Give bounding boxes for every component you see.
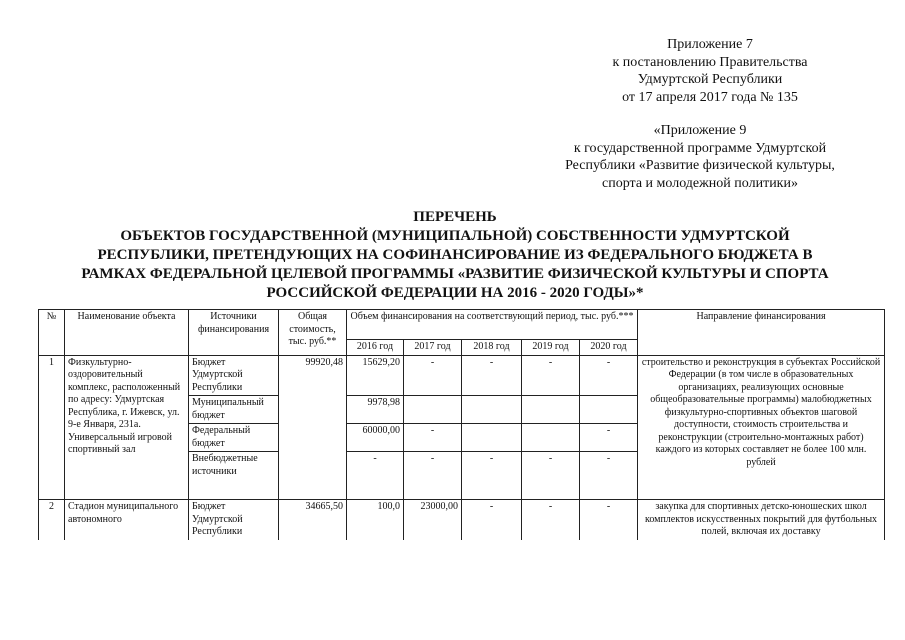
year-value: [404, 396, 462, 424]
title-line: ОБЪЕКТОВ ГОСУДАРСТВЕННОЙ (МУНИЦИПАЛЬНОЙ) СОБСТВЕННОСТИ УДМУРТСКОЙ: [120, 228, 790, 244]
title-line: РАМКАХ ФЕДЕРАЛЬНОЙ ЦЕЛЕВОЙ ПРОГРАММЫ «РАЗВИТИЕ ФИЗИЧЕСКОЙ КУЛЬТУРЫ И СПОРТА: [81, 266, 829, 282]
object-name: Физкультурно-оздоровительный комплекс, расположенный по адресу: Удмуртская Республика, г. Ижевск, ул. 9-е Января, 231а. Универсальный игровой спортивный зал: [65, 355, 189, 500]
object-name: Стадион муниципального автономного: [65, 500, 189, 540]
year-value: -: [462, 500, 522, 540]
header-total: Общая стоимость, тыс. руб.**: [279, 310, 347, 356]
year-value: [462, 424, 522, 452]
total-cost: 99920,48: [279, 355, 347, 500]
header-year: 2016 год: [347, 340, 404, 356]
header-year: 2019 год: [522, 340, 580, 356]
appendix-9-block: [520, 122, 880, 192]
funding-source: Федеральный бюджет: [189, 424, 279, 452]
title-line: РЕСПУБЛИКИ, ПРЕТЕНДУЮЩИХ НА СОФИНАНСИРОВАНИЕ ИЗ ФЕДЕРАЛЬНОГО БЮДЖЕТА В: [97, 247, 813, 263]
appendix-7-block: [560, 36, 860, 106]
year-value: 100,0: [347, 500, 404, 540]
year-value: [580, 396, 638, 424]
header-year: 2017 год: [404, 340, 462, 356]
row-num: 1: [39, 355, 65, 500]
header-year: 2018 год: [462, 340, 522, 356]
funding-source: Внебюджетные источники: [189, 452, 279, 500]
appendix-9-line: «Приложение 9: [653, 123, 747, 138]
funding-direction: закупка для спортивных детско-юношеских школ комплектов искусственных покрытий для футбольных полей, включая их доставку: [638, 500, 885, 540]
header-source: Источники финансирования: [189, 310, 279, 356]
year-value: [522, 424, 580, 452]
header-volume: Объем финансирования на соответствующий период, тыс. руб.***: [347, 310, 638, 340]
year-value: [522, 396, 580, 424]
appendix-9-line: к государственной программе Удмуртской: [573, 140, 827, 156]
year-value: -: [462, 355, 522, 396]
year-value: 9978,98: [347, 396, 404, 424]
header-name: Наименование объекта: [65, 310, 189, 356]
table-row: [39, 355, 885, 396]
year-value: -: [580, 452, 638, 500]
year-value: 23000,00: [404, 500, 462, 540]
appendix-7-line: от 17 апреля 2017 года № 135: [622, 89, 798, 105]
document-title: [40, 208, 870, 303]
header-num: №: [39, 310, 65, 356]
row-num: 2: [39, 500, 65, 540]
title-line: ПЕРЕЧЕНЬ: [413, 209, 497, 225]
year-value: -: [522, 355, 580, 396]
funding-source: Муниципальный бюджет: [189, 396, 279, 424]
funding-source: Бюджет Удмуртской Республики: [189, 500, 279, 540]
objects-table: [38, 309, 885, 540]
appendix-7-line: к постановлению Правительства: [612, 54, 808, 70]
year-value: -: [347, 452, 404, 500]
year-value: -: [522, 452, 580, 500]
year-value: -: [404, 452, 462, 500]
funding-direction: строительство и реконструкция в субъектах Российской Федерации (в том числе в образовательных организациях, реализующих основные общеобразовательные программы) малобюджетных физкультурно-спортивных объектов шаговой доступности, стоимость строительства и реконструкции (строительно-монтажных работ) каждого из которых составляет не более 100 млн. рублей: [638, 355, 885, 500]
appendix-9-line: спорта и молодежной политики»: [602, 175, 798, 191]
funding-source: Бюджет Удмуртской Республики: [189, 355, 279, 396]
year-value: -: [580, 424, 638, 452]
appendix-7-line: Приложение 7: [667, 37, 753, 52]
table-row: [39, 500, 885, 540]
header-direction: Направление финансирования: [638, 310, 885, 356]
year-value: -: [580, 355, 638, 396]
year-value: 60000,00: [347, 424, 404, 452]
year-value: -: [522, 500, 580, 540]
total-cost: 34665,50: [279, 500, 347, 540]
header-year: 2020 год: [580, 340, 638, 356]
title-line: РОССИЙСКОЙ ФЕДЕРАЦИИ НА 2016 - 2020 ГОДЫ»*: [266, 285, 644, 301]
year-value: -: [462, 452, 522, 500]
year-value: -: [580, 500, 638, 540]
year-value: -: [404, 355, 462, 396]
year-value: -: [404, 424, 462, 452]
appendix-7-line: Удмуртской Республики: [637, 72, 783, 87]
year-value: 15629,20: [347, 355, 404, 396]
year-value: [462, 396, 522, 424]
appendix-9-line: Республики «Развитие физической культуры,: [565, 158, 835, 173]
